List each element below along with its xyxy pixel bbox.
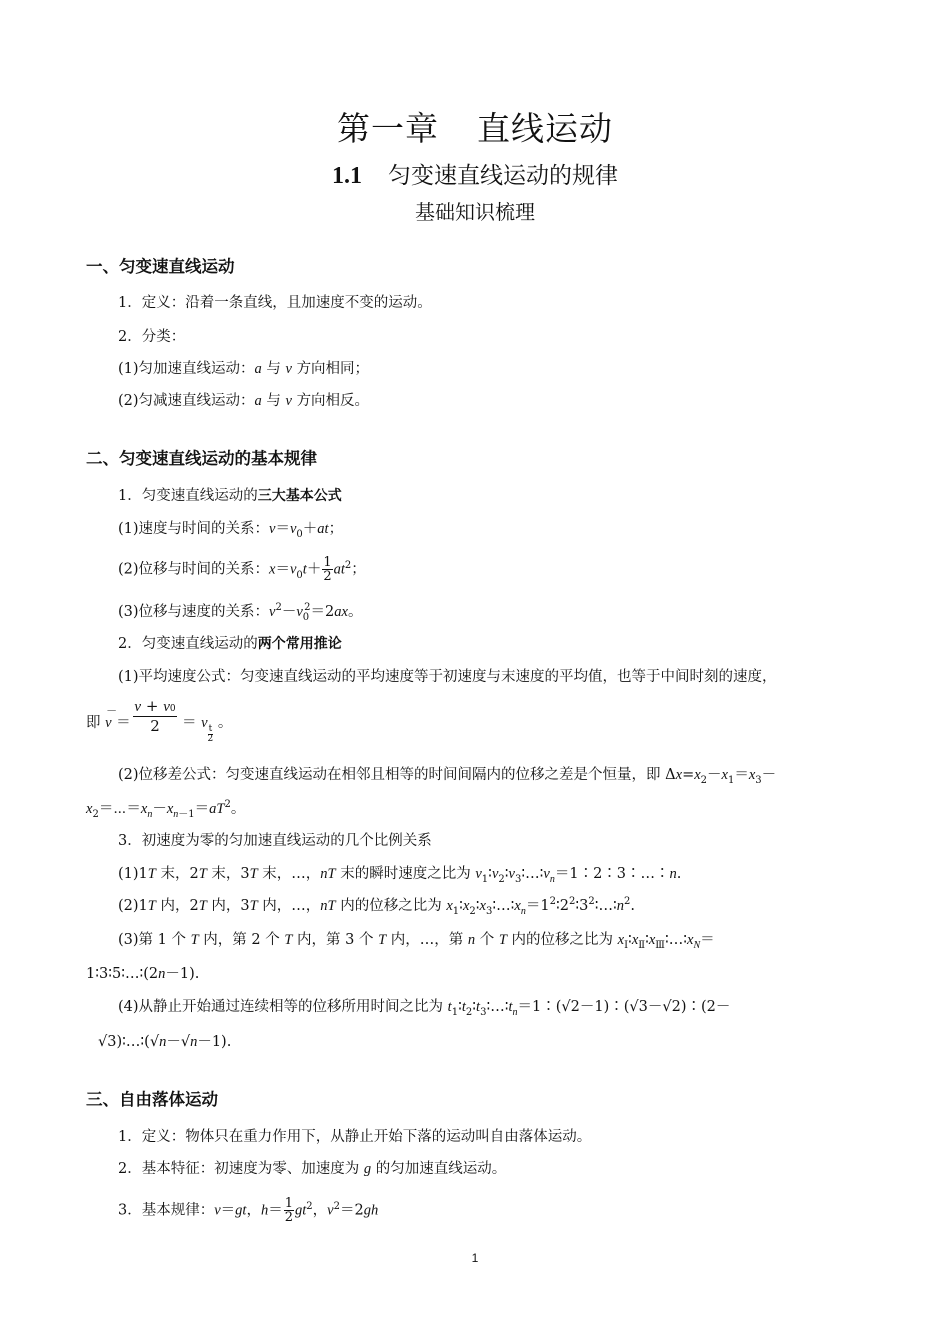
chapter-number: 第一章: [337, 109, 439, 148]
feat-lead: 2．基本特征：初速度为零、加速度为: [118, 1161, 360, 1177]
ratio-successive-result: 1∶3∶5∶…∶(2n－1).: [86, 966, 200, 982]
paragraph-average-velocity: (1)平均速度公式：匀变速直线运动的平均速度等于初速度与末速度的平均值，也等于中间时刻的速度，: [118, 669, 777, 685]
r2-lead: (2)1: [118, 898, 148, 914]
section-number: 1.1: [332, 163, 362, 189]
paragraph-two-corollaries: [118, 632, 342, 653]
paragraph-freefall-law: 3．基本规律：v＝gt，h＝ $\frac{1}{2}$ $gt^2$，$v^2=2gh$: [118, 1196, 379, 1225]
formula-velocity-displacement: (3)位移与速度的关系：$v^2-v_0^2=2ax$。: [118, 602, 363, 623]
f2-lead: (2)位移与时间的关系：: [118, 561, 270, 578]
fraction-average: v + v0 2: [134, 697, 176, 735]
ratio-time: (4)从静止开始通过连续相等的位移所用时间之比为 $t_1∶t_2∶t_3∶\dots∶t_n=1∶(√2-1)∶(√3-√2)∶(2-$: [118, 999, 731, 1018]
diff-lead: (2)位移差公式：匀变速直线运动在相邻且相等的时间间隔内的位移之差是个恒量，即: [118, 767, 661, 783]
r1-c: 末，…，: [262, 866, 321, 882]
heading-section-2: 二、匀变速直线运动的基本规律: [86, 449, 317, 468]
formula-displacement-difference: $x_2=\cdots=x_n-x_{n-1}=aT^2$。: [86, 799, 246, 820]
paragraph-ratios: 3．初速度为零的匀加速直线运动的几个比例关系: [118, 833, 432, 849]
paragraph-definition: 1．定义：沿着一条直线，且加速度不变的运动。: [118, 295, 432, 311]
r1-lead: (1)1: [118, 866, 148, 882]
p1-bold: 三大基本公式: [257, 488, 342, 504]
formula-displacement-time: (2)位移与时间的关系：$x=v_0t+$ $\frac{1}{2}$ $at^2$；: [118, 555, 366, 584]
feat-tail: 的匀加速直线运动。: [375, 1161, 507, 1177]
ratio-successive-displacement: (3)第 1 个 T 内，第 2 个 T 内，第 3 个 T 内，…，第 n 个 T 内的位移之比为 $x_Ⅰ∶x_Ⅱ∶x_Ⅲ∶\dots∶x_N=$: [118, 932, 715, 951]
r1-a: 末，2: [160, 866, 199, 882]
law-lead: 3．基本规律：: [118, 1202, 215, 1219]
avg-ji: 即: [86, 715, 101, 731]
p2-lead: 2．匀变速直线运动的: [118, 636, 258, 652]
chapter-title: [0, 103, 950, 150]
paragraph-three-formulas: [118, 484, 342, 505]
formula-velocity-time: (1)速度与时间的关系：$v=v_0+at$；: [118, 521, 344, 540]
p1-lead: 1．匀变速直线运动的: [118, 488, 258, 504]
r4-lead: (4)从静止开始通过连续相等的位移所用时间之比为: [118, 999, 444, 1015]
acc-with: 与: [266, 361, 281, 377]
page-number: 1: [471, 1251, 479, 1265]
formula-average-velocity: 即 － v ＝: [86, 704, 131, 731]
section-name: 匀变速直线运动的规律: [388, 163, 618, 189]
chapter-name: 直线运动: [477, 109, 613, 148]
ratio-displacement: (2)1T 内，2T 内，3T 内，…，nT 内的位移之比为 $x_1∶x_2∶x_3∶\dots∶x_n=1^2∶2^2∶3^2∶\dots∶n^2$.: [118, 896, 635, 917]
dec-label: (2)匀减速直线运动：: [118, 393, 255, 409]
paragraph-displacement-difference: (2)位移差公式：匀变速直线运动在相邻且相等的时间间隔内的位移之差是个恒量，即 $\Delta x=x_2-x_1=x_3-$: [118, 767, 777, 786]
f1-lead: (1)速度与时间的关系：: [118, 521, 270, 537]
formula-mid-velocity: ＝ v $\frac{t}{2}$ 。: [182, 715, 233, 744]
r2-b: 内，3: [211, 898, 250, 914]
ratio-velocity: (1)1T 末，2T 末，3T 末，…，nT 末的瞬时速度之比为 $v_1∶v_2∶v_3∶\dots∶v_n=1∶2∶3∶\dots∶n$.: [118, 866, 682, 885]
paragraph-accelerating: (1)匀加速直线运动：a 与 v 方向相同；: [118, 361, 370, 377]
p2-bold: 两个常用推论: [257, 636, 342, 652]
acc-label: (1)匀加速直线运动：: [118, 361, 255, 377]
section-subtitle: 基础知识梳理: [415, 200, 535, 224]
r2-c: 内，…，: [262, 898, 321, 914]
r3-lead: (3)第 1 个: [118, 932, 186, 948]
paragraph-decelerating: (2)匀减速直线运动：a 与 v 方向相反。: [118, 393, 370, 409]
paragraph-freefall-feature: 2．基本特征：初速度为零、加速度为 g 的匀加速直线运动。: [118, 1161, 507, 1177]
paragraph-classification: 2．分类：: [118, 329, 186, 345]
r1-d: 末的瞬时速度之比为: [340, 866, 471, 882]
r2-a: 内，2: [160, 898, 199, 914]
heading-section-3: 三、自由落体运动: [86, 1090, 218, 1109]
paragraph-freefall-definition: 1．定义：物体只在重力作用下，从静止开始下落的运动叫自由落体运动。: [118, 1129, 592, 1145]
dec-tail: 方向相反。: [296, 393, 370, 409]
ratio-time-result: √3)∶…∶(√n－√n－1).: [98, 1034, 232, 1050]
heading-section-1: 一、匀变速直线运动: [86, 257, 235, 276]
r1-b: 末，3: [211, 866, 250, 882]
acc-tail: 方向相同；: [296, 361, 370, 377]
section-title: [0, 157, 950, 190]
f3-lead: (3)位移与速度的关系：: [118, 604, 270, 620]
r2-d: 内的位移之比为: [340, 898, 442, 914]
dec-with: 与: [266, 393, 281, 409]
